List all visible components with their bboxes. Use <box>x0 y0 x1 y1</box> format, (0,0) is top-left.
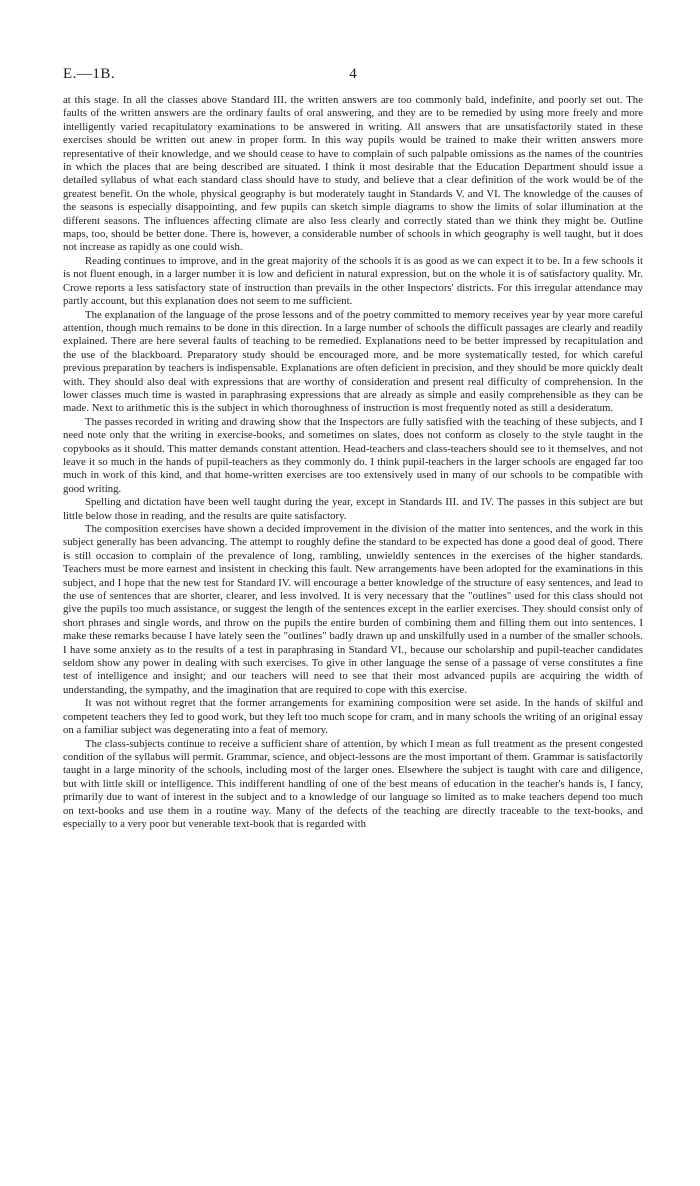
paragraph-reading: Reading continues to improve, and in the great majority of the schools it is as good as we can expect it to be. In a few schools it is not fluent enough, in a larger number it is low and deficient in natural expression, but on the whole it is of satisfactory quality. Mr. Crowe reports a less satisfactory state of instruction than prevails in the other Inspectors' districts. For this irregular attendance may partly account, but this explanation does not seem to me sufficient. <box>63 254 643 308</box>
paragraph-explanation: The explanation of the language of the prose lessons and of the poetry committed to memory receives year by year more careful attention, though much remains to be done in this direction. In a large number of schools the difficult passages are clearly and readily explained. There are here several faults of teaching to be remedied. Explanations need to be better impressed by recapitulation and the use of the blackboard. Preparatory study should be encouraged more, and be more systematically tested, for which careful previous preparation by teachers is indispensable. Explanations are often deficient in precision, and they should be more quickly dealt with. They should also deal with expressions that are worthy of consideration and present real difficulty of comprehension. In the lower classes much time is wasted in paraphrasing expressions that are already as simple and easily comprehensible as they can be made. Next to arithmetic this is the subject in which thoroughness of instruction is most frequently noted as still a desideratum. <box>63 308 643 415</box>
paragraph-class-subjects: The class-subjects continue to receive a sufficient share of attention, by which I mean as full treatment as the present congested condition of the syllabus will permit. Grammar, science, and object-lessons are the most important of them. Grammar is satisfactorily taught in a large minority of the schools, including most of the larger ones. Elsewhere the subject is taught with care and diligence, but with little skill or intelligence. This indifferent handling of one of the best means of education in the teacher's hands is, I fancy, primarily due to want of interest in the subject and to a knowledge of our language so limited as to make teachers depend too much on text-books and use them in a routine way. Many of the defects of the teaching are directly traceable to the text-books, and especially to a very poor but venerable text-book that is regarded with <box>63 737 643 830</box>
paragraph-spelling: Spelling and dictation have been well taught during the year, except in Standards III. and IV. The passes in this subject are but little below those in reading, and the results are quite satisfactory. <box>63 496 643 522</box>
body-text <box>63 94 643 831</box>
paragraph-geography: at this stage. In all the classes above Standard III. the written answers are too commonly bald, indefinite, and poorly set out. The faults of the written answers are the ordinary faults of oral answering, and they are to be remedied by using more freely and more intelligently varied recapitulatory examinations to be answered in writing. All answers that are unsatisfactorily stated in these exercises should be written out anew in proper form. In this way pupils would be trained to make their written answers more representative of their knowledge, and we should cease to have to complain of such palpable omissions as the names of the countries in which the places that are being described are situated. I think it most desirable that the Education Department should issue a detailed syllabus of what each standard class should have to study, and believe that a clear definition of the work would be of the greatest benefit. On the whole, physical geography is but moderately taught in Standards V. and VI. The knowledge of the causes of the seasons is especially disappointing, and few pupils can sketch simple diagrams to show the limits of solar illumination at the different seasons. The influences affecting climate are also less clearly and correctly stated than we think they might be. Outline maps, too, should be better done. There is, however, a considerable number of schools in which geography is well taught, but it does not increase as rapidly as one could wish. <box>63 94 643 254</box>
page-header <box>63 66 643 88</box>
document-page <box>63 66 643 831</box>
paragraph-former-arrangements: It was not without regret that the former arrangements for examining composition were set aside. In the hands of skilful and competent teachers they led to good work, but they left too much scope for cram, and in many schools the writing of an original essay on a familiar subject was degenerating into a feat of memory. <box>63 697 643 737</box>
paragraph-composition: The composition exercises have shown a decided improvement in the division of the matter into sentences, and the work in this subject generally has been advancing. The attempt to roughly define the standard to be expected has done a good deal of good. There is still occasion to complain of the prevalence of long, rambling, unwieldly sentences in the exercises of the higher standards. Teachers must be more earnest and insistent in checking this fault. New arrangements have been adopted for the examinations in this subject, and I hope that the new test for Standard IV. will encourage a better knowledge of the structure of easy sentences, and lead to the use of sentences that are shorter, clearer, and less involved. It is very necessary that the "outlines" used for this class should not give the pupils too much assistance, or suggest the length of the sentences except in the earlier exercises. They should consist only of short phrases and single words, and throw on the pupils the entire burden of combining them and filling them out into sentences. I make these remarks because I have lately seen the "outlines" badly drawn up and unskilfully used in a number of the smaller schools. I have some anxiety as to the results of a test in paraphrasing in Standard VI., because our scholarship and pupil-teacher candidates seldom show any power in dealing with such exercises. To give in other language the sense of a passage of verse constitutes a fine test of intelligence and insight; and our teachers will need to see that their most advanced pupils are acquiring the width of understanding, the sympathy, and the imagination that are required to cope with this exercise. <box>63 523 643 696</box>
page-number: 4 <box>349 66 357 82</box>
document-reference: E.—1B. <box>63 66 116 82</box>
paragraph-writing-drawing: The passes recorded in writing and drawing show that the Inspectors are fully satisfied with the teaching of these subjects, and I need note only that the writing in exercise-books, and sometimes on slates, does not conform as closely to the style taught in the copybooks as it should. This matter demands constant attention. Head-teachers and class-teachers should see to it themselves, and not leave it so much in the hands of pupil-teachers as they commonly do. I think pupil-teachers in the larger schools are engaged far too much in work of this kind, and that home-written exercises are too extensively used in many of our schools to be compatible with good writing. <box>63 415 643 495</box>
